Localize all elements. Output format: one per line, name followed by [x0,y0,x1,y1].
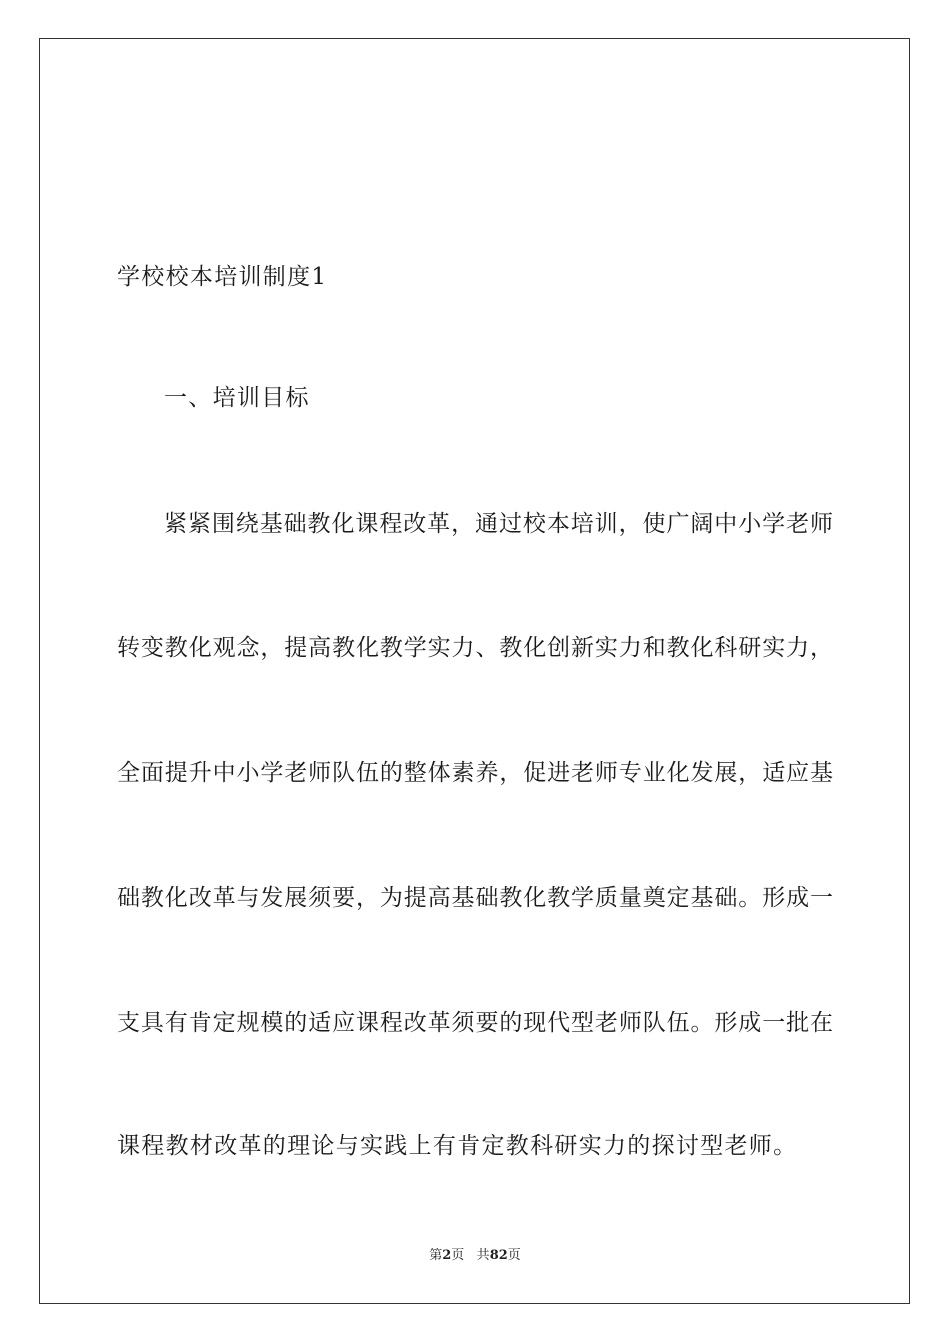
footer-total-prefix: 共 [476,1248,490,1263]
page-border [39,38,910,1304]
paragraph-line-5: 支具有肯定规模的适应课程改革须要的现代型老师队伍。形成一批在 [117,1010,833,1036]
footer-current-page: 2 [442,1248,452,1263]
paragraph-line-3: 全面提升中小学老师队伍的整体素养，促进老师专业化发展，适应基 [117,760,833,786]
paragraph-line-6: 课程教材改革的理论与实践上有肯定教科研实力的探讨型老师。 [117,1133,798,1159]
footer-page-unit: 页 [451,1248,465,1263]
paragraph-line-2: 转变教化观念，提高教化教学实力、教化创新实力和教化科研实力， [117,635,833,661]
page-footer [0,1247,950,1265]
section-heading: 一、培训目标 [164,385,310,411]
footer-total-unit: 页 [507,1248,521,1263]
footer-total-pages: 82 [489,1248,508,1263]
paragraph-line-1: 紧紧围绕基础教化课程改革，通过校本培训，使广阔中小学老师 [164,511,833,537]
footer-prefix: 第 [429,1248,443,1263]
paragraph-line-4: 础教化改革与发展须要，为提高基础教化教学质量奠定基础。形成一 [117,885,833,911]
document-title: 学校校本培训制度1 [117,264,328,290]
